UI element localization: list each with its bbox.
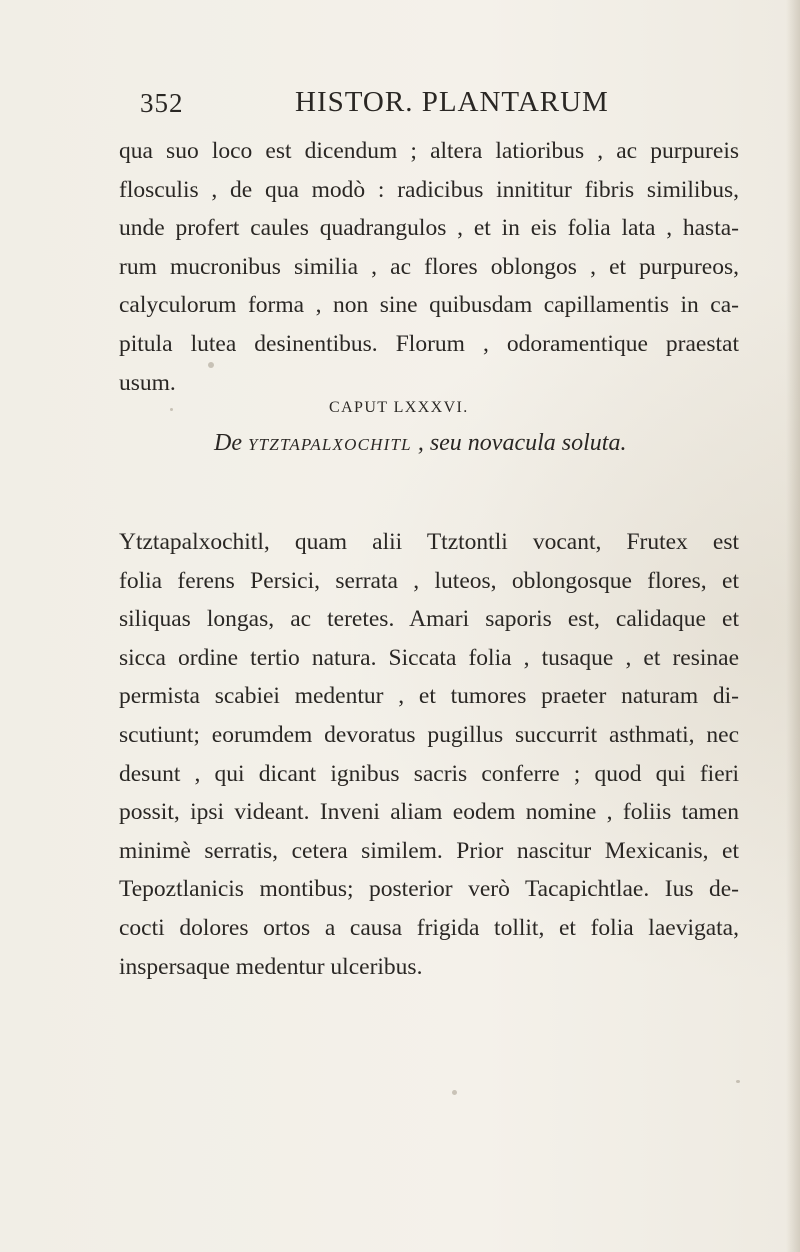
text-line: siliquas longas, ac teretes. Amari saporis est, calidaque et	[119, 606, 739, 633]
running-title: HISTOR. PLANTARUM	[295, 86, 609, 118]
text-line: Tepoztlanicis montibus; posterior verò Tacapichtlae. Ius de-	[119, 876, 739, 903]
text-line: folia ferens Persici, serrata , luteos, oblongosque flores, et	[119, 567, 739, 594]
paper-speck	[170, 408, 173, 411]
text-line: permista scabiei medentur , et tumores praeter naturam di-	[119, 683, 739, 710]
paragraph-ytztapalxochitl	[119, 523, 739, 986]
paper-speck	[208, 362, 214, 368]
paper-speck	[452, 1090, 457, 1095]
chapter-title-rest: , seu novacula soluta.	[411, 430, 627, 456]
text-line: Ytztapalxochitl, quam alii Ttztontli vocant, Frutex est	[119, 529, 739, 555]
chapter-title-de: De	[214, 430, 248, 456]
text-line: unde profert caules quadrangulos , et in eis folia lata , hasta-	[119, 215, 739, 242]
paper-speck	[736, 1080, 740, 1083]
text-line: sicca ordine tertio natura. Siccata folia , tusaque , et resinae	[119, 644, 739, 671]
text-line: qua suo loco est dicendum ; altera latioribus , ac purpureis	[119, 138, 739, 164]
text-line: cocti dolores ortos a causa frigida tollit, et folia laevigata,	[119, 914, 739, 941]
chapter-title-plant-name: YTZTAPALXOCHITL	[247, 435, 412, 454]
text-line: desunt , qui dicant ignibus sacris conferre ; quod qui fieri	[119, 760, 739, 787]
page-edge-shadow	[786, 0, 800, 1252]
text-line: calyculorum forma , non sine quibusdam capillamentis in ca-	[119, 292, 739, 319]
chapter-title	[214, 430, 626, 457]
text-line: inspersaque medentur ulceribus.	[119, 953, 423, 980]
text-line: flosculis , de qua modò : radicibus innititur fibris similibus,	[119, 176, 739, 203]
text-line: rum mucronibus similia , ac flores oblongos , et purpureos,	[119, 253, 739, 280]
text-line: usum.	[119, 369, 176, 396]
running-head	[140, 86, 700, 122]
text-line: possit, ipsi videant. Inveni aliam eodem nomine , foliis tamen	[119, 799, 739, 826]
text-line: minimè serratis, cetera similem. Prior nascitur Mexicanis, et	[119, 837, 739, 864]
page-number: 352	[140, 88, 184, 118]
text-line: scutiunt; eorumdem devoratus pugillus succurrit asthmati, nec	[119, 721, 739, 748]
text-line: pitula lutea desinentibus. Florum , odoramentique praestat	[119, 330, 739, 357]
chapter-number: CAPUT LXXXVI.	[329, 399, 469, 416]
